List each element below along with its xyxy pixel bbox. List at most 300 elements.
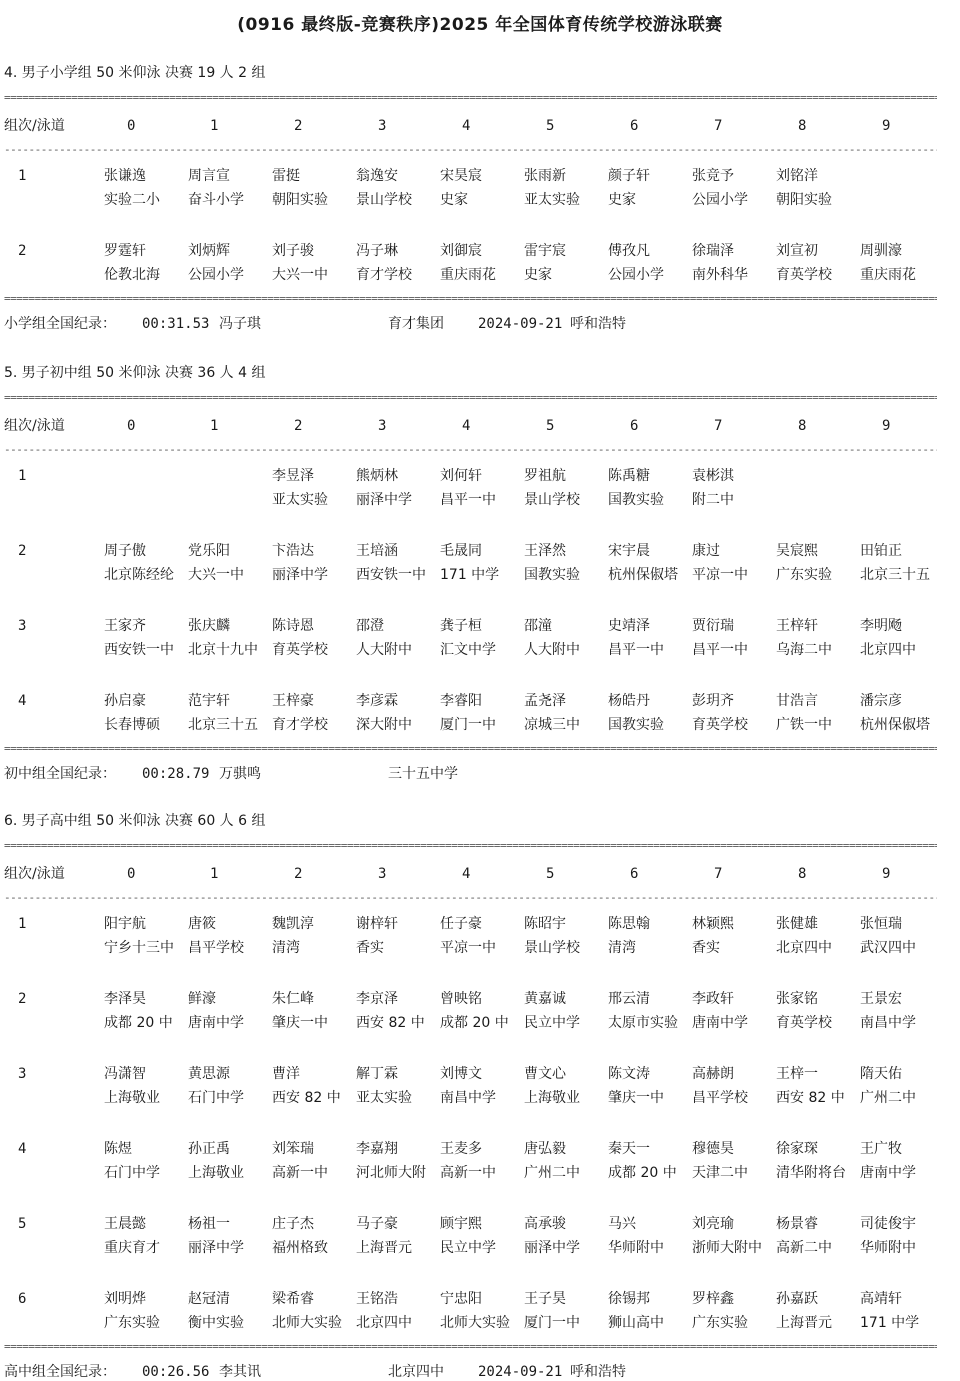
swimmer-name: 王培涵	[356, 543, 398, 559]
school-name: 北师大实验	[272, 1315, 342, 1331]
school-name: 丽泽中学	[188, 1240, 244, 1256]
swimmer-name: 张恒瑞	[860, 916, 902, 932]
swimmer-name: 陈诗恩	[272, 618, 314, 634]
lane-number: 0	[127, 418, 136, 434]
school-name: 南外科华	[692, 267, 748, 283]
record-date: 2024-09-21	[478, 316, 563, 332]
school-name: 丽泽中学	[524, 1240, 580, 1256]
record-time: 00:28.79	[142, 766, 210, 782]
school-name: 清湾	[272, 940, 300, 956]
school-name: 深大附中	[356, 717, 412, 733]
school-name: 育英学校	[692, 717, 748, 733]
school-name: 国教实验	[524, 567, 580, 583]
swimmer-name: 邵澄	[356, 618, 384, 634]
swimmer-name: 袁彬淇	[692, 468, 734, 484]
swimmer-name: 刘炳辉	[188, 243, 230, 259]
swimmer-name: 康过	[692, 543, 720, 559]
school-name: 厦门一中	[440, 717, 496, 733]
swimmer-name: 吴宸熙	[776, 543, 818, 559]
school-name: 北京三十五	[188, 717, 258, 733]
school-name: 上海晋元	[776, 1315, 832, 1331]
school-name: 昌平一中	[608, 642, 664, 658]
event-heading: 6. 男子高中组 50 米仰泳 决赛 60 人 6 组	[4, 813, 266, 829]
swimmer-name: 雷挺	[272, 168, 300, 184]
record-team: 三十五中学	[388, 766, 458, 782]
school-name: 高新一中	[440, 1165, 496, 1181]
school-name: 育英学校	[776, 267, 832, 283]
swimmer-name: 隋天佑	[860, 1066, 902, 1082]
swimmer-name: 赵冠清	[188, 1291, 230, 1307]
school-name: 公园小学	[188, 267, 244, 283]
record-team: 育才集团	[388, 316, 444, 332]
swimmer-name: 王梓豪	[272, 693, 314, 709]
school-name: 杭州保俶塔	[608, 567, 678, 583]
swimmer-name: 陈煜	[104, 1141, 132, 1157]
school-name: 广铁一中	[776, 717, 832, 733]
school-name: 石门中学	[104, 1165, 160, 1181]
swimmer-name: 邵潼	[524, 618, 552, 634]
swimmer-name: 梁希睿	[272, 1291, 314, 1307]
lane-number: 6	[630, 418, 639, 434]
lane-number: 3	[378, 418, 387, 434]
school-name: 大兴一中	[272, 267, 328, 283]
swimmer-name: 罗祖航	[524, 468, 566, 484]
lane-number: 3	[378, 866, 387, 882]
double-rule	[4, 1341, 937, 1355]
school-name: 华师附中	[860, 1240, 916, 1256]
school-name: 上海晋元	[356, 1240, 412, 1256]
school-name: 汇文中学	[440, 642, 496, 658]
record-label: 初中组全国纪录：	[4, 766, 116, 782]
school-name: 昌平一中	[440, 492, 496, 508]
swimmer-name: 陈昭宇	[524, 916, 566, 932]
school-name: 伦教北海	[104, 267, 160, 283]
swimmer-name: 孟尧泽	[524, 693, 566, 709]
school-name: 昌平一中	[692, 642, 748, 658]
school-name: 丽泽中学	[272, 567, 328, 583]
swimmer-name: 朱仁峰	[272, 991, 314, 1007]
school-name: 太原市实验	[608, 1015, 678, 1031]
heat-number: 1	[18, 468, 27, 484]
lane-number: 7	[714, 118, 723, 134]
lane-number: 2	[294, 418, 303, 434]
swimmer-name: 陈文涛	[608, 1066, 650, 1082]
swimmer-name: 冯潇智	[104, 1066, 146, 1082]
school-name: 昌平学校	[188, 940, 244, 956]
swimmer-name: 穆德昊	[692, 1141, 734, 1157]
swimmer-name: 孙嘉跃	[776, 1291, 818, 1307]
single-rule	[4, 144, 937, 156]
school-name: 成都 20 中	[608, 1165, 677, 1181]
double-rule	[4, 840, 937, 854]
swimmer-name: 邢云清	[608, 991, 650, 1007]
school-name: 广东实验	[104, 1315, 160, 1331]
school-name: 昌平学校	[692, 1090, 748, 1106]
lane-number: 7	[714, 418, 723, 434]
swimmer-name: 徐锡邦	[608, 1291, 650, 1307]
swimmer-name: 解丁霖	[356, 1066, 398, 1082]
heat-number: 4	[18, 693, 27, 709]
school-name: 育英学校	[272, 642, 328, 658]
swimmer-name: 陈思翰	[608, 916, 650, 932]
record-place: 呼和浩特	[570, 316, 626, 332]
lane-header-label: 组次/泳道	[4, 866, 65, 882]
school-name: 景山学校	[524, 492, 580, 508]
swimmer-name: 林颖熙	[692, 916, 734, 932]
swimmer-name: 杨祖一	[188, 1216, 230, 1232]
swimmer-name: 曹洋	[272, 1066, 300, 1082]
record-time: 00:31.53	[142, 316, 210, 332]
swimmer-name: 马兴	[608, 1216, 636, 1232]
swimmer-name: 彭玥齐	[692, 693, 734, 709]
lane-number: 6	[630, 866, 639, 882]
school-name: 民立中学	[440, 1240, 496, 1256]
swimmer-name: 唐弘毅	[524, 1141, 566, 1157]
swimmer-name: 李京泽	[356, 991, 398, 1007]
school-name: 香实	[692, 940, 720, 956]
school-name: 天津二中	[692, 1165, 748, 1181]
single-rule	[4, 892, 937, 904]
swimmer-name: 翁逸安	[356, 168, 398, 184]
record-holder: 万骐鸣	[219, 766, 261, 782]
heat-number: 3	[18, 1066, 27, 1082]
school-name: 平凉一中	[692, 567, 748, 583]
swimmer-name: 鲜濠	[188, 991, 216, 1007]
school-name: 平凉一中	[440, 940, 496, 956]
school-name: 高新一中	[272, 1165, 328, 1181]
school-name: 史家	[524, 267, 552, 283]
school-name: 重庆雨花	[860, 267, 916, 283]
school-name: 公园小学	[692, 192, 748, 208]
swimmer-name: 李明飏	[860, 618, 902, 634]
swimmer-name: 高靖轩	[860, 1291, 902, 1307]
school-name: 西安铁一中	[356, 567, 426, 583]
swimmer-name: 王泽然	[524, 543, 566, 559]
school-name: 上海敬业	[104, 1090, 160, 1106]
school-name: 唐南中学	[188, 1015, 244, 1031]
swimmer-name: 唐筱	[188, 916, 216, 932]
swimmer-name: 罗梓鑫	[692, 1291, 734, 1307]
school-name: 民立中学	[524, 1015, 580, 1031]
single-rule	[4, 444, 937, 456]
school-name: 广州二中	[860, 1090, 916, 1106]
event-heading: 5. 男子初中组 50 米仰泳 决赛 36 人 4 组	[4, 365, 266, 381]
lane-header-label: 组次/泳道	[4, 118, 65, 134]
lane-number: 1	[210, 418, 219, 434]
swimmer-name: 李睿阳	[440, 693, 482, 709]
school-name: 成都 20 中	[440, 1015, 509, 1031]
swimmer-name: 潘宗彦	[860, 693, 902, 709]
school-name: 史家	[440, 192, 468, 208]
school-name: 上海敬业	[524, 1090, 580, 1106]
swimmer-name: 秦天一	[608, 1141, 650, 1157]
lane-number: 2	[294, 866, 303, 882]
swimmer-name: 顾宇熙	[440, 1216, 482, 1232]
swimmer-name: 张家铭	[776, 991, 818, 1007]
swimmer-name: 周驯濠	[860, 243, 902, 259]
school-name: 育才学校	[272, 717, 328, 733]
swimmer-name: 王景宏	[860, 991, 902, 1007]
record-label: 高中组全国纪录：	[4, 1364, 116, 1380]
swimmer-name: 甘浩言	[776, 693, 818, 709]
heat-number: 3	[18, 618, 27, 634]
school-name: 衡中实验	[188, 1315, 244, 1331]
swimmer-name: 李彦霖	[356, 693, 398, 709]
record-team: 北京四中	[388, 1364, 444, 1380]
school-name: 广东实验	[692, 1315, 748, 1331]
lane-number: 0	[127, 118, 136, 134]
school-name: 石门中学	[188, 1090, 244, 1106]
heat-number: 6	[18, 1291, 27, 1307]
swimmer-name: 贾衍瑞	[692, 618, 734, 634]
school-name: 西安 82 中	[776, 1090, 845, 1106]
swimmer-name: 宋昊宸	[440, 168, 482, 184]
swimmer-name: 毛晟同	[440, 543, 482, 559]
school-name: 景山学校	[356, 192, 412, 208]
swimmer-name: 党乐阳	[188, 543, 230, 559]
heat-number: 4	[18, 1141, 27, 1157]
swimmer-name: 刘明烨	[104, 1291, 146, 1307]
lane-number: 8	[798, 866, 807, 882]
school-name: 武汉四中	[860, 940, 916, 956]
school-name: 西安铁一中	[104, 642, 174, 658]
record-holder: 冯子琪	[219, 316, 261, 332]
school-name: 华师附中	[608, 1240, 664, 1256]
lane-number: 5	[546, 418, 555, 434]
swimmer-name: 罗霆轩	[104, 243, 146, 259]
swimmer-name: 李嘉翔	[356, 1141, 398, 1157]
swimmer-name: 徐瑞泽	[692, 243, 734, 259]
swimmer-name: 王铭浩	[356, 1291, 398, 1307]
school-name: 香实	[356, 940, 384, 956]
double-rule	[4, 293, 937, 307]
lane-number: 8	[798, 118, 807, 134]
school-name: 育英学校	[776, 1015, 832, 1031]
record-place: 呼和浩特	[570, 1364, 626, 1380]
swimmer-name: 田铂正	[860, 543, 902, 559]
lane-number: 2	[294, 118, 303, 134]
heat-number: 1	[18, 168, 27, 184]
swimmer-name: 任子豪	[440, 916, 482, 932]
swimmer-name: 张健雄	[776, 916, 818, 932]
swimmer-name: 宁忠阳	[440, 1291, 482, 1307]
swimmer-name: 刘何轩	[440, 468, 482, 484]
swimmer-name: 孙启豪	[104, 693, 146, 709]
swimmer-name: 张竞予	[692, 168, 734, 184]
school-name: 北京四中	[356, 1315, 412, 1331]
school-name: 清华附将台	[776, 1165, 846, 1181]
school-name: 西安 82 中	[272, 1090, 341, 1106]
school-name: 亚太实验	[524, 192, 580, 208]
event-heading: 4. 男子小学组 50 米仰泳 决赛 19 人 2 组	[4, 65, 266, 81]
swimmer-name: 黄思源	[188, 1066, 230, 1082]
swimmer-name: 阳宇航	[104, 916, 146, 932]
record-holder: 李其讯	[219, 1364, 261, 1380]
lane-number: 8	[798, 418, 807, 434]
swimmer-name: 宋宇晨	[608, 543, 650, 559]
school-name: 重庆育才	[104, 1240, 160, 1256]
school-name: 北京陈经纶	[104, 567, 174, 583]
swimmer-name: 雷宇宸	[524, 243, 566, 259]
school-name: 肇庆一中	[272, 1015, 328, 1031]
school-name: 人大附中	[356, 642, 412, 658]
school-name: 宁乡十三中	[104, 940, 174, 956]
lane-number: 5	[546, 118, 555, 134]
swimmer-name: 高承骏	[524, 1216, 566, 1232]
swimmer-name: 高赫朗	[692, 1066, 734, 1082]
school-name: 171 中学	[860, 1315, 920, 1331]
swimmer-name: 谢梓轩	[356, 916, 398, 932]
swimmer-name: 周子傲	[104, 543, 146, 559]
school-name: 附二中	[692, 492, 734, 508]
record-time: 00:26.56	[142, 1364, 210, 1380]
double-rule	[4, 743, 937, 757]
swimmer-name: 刘亮瑜	[692, 1216, 734, 1232]
school-name: 广东实验	[776, 567, 832, 583]
swimmer-name: 王家齐	[104, 618, 146, 634]
lane-number: 1	[210, 118, 219, 134]
school-name: 育才学校	[356, 267, 412, 283]
swimmer-name: 陈禹糖	[608, 468, 650, 484]
swimmer-name: 杨景睿	[776, 1216, 818, 1232]
lane-number: 0	[127, 866, 136, 882]
swimmer-name: 曾映铭	[440, 991, 482, 1007]
swimmer-name: 周言宣	[188, 168, 230, 184]
lane-number: 9	[882, 118, 891, 134]
school-name: 171 中学	[440, 567, 500, 583]
swimmer-name: 颜子轩	[608, 168, 650, 184]
swimmer-name: 徐家琛	[776, 1141, 818, 1157]
swimmer-name: 刘笨瑞	[272, 1141, 314, 1157]
lane-number: 4	[462, 118, 471, 134]
lane-number: 7	[714, 866, 723, 882]
heat-number: 2	[18, 243, 27, 259]
school-name: 成都 20 中	[104, 1015, 173, 1031]
school-name: 唐南中学	[860, 1165, 916, 1181]
school-name: 杭州保俶塔	[860, 717, 930, 733]
school-name: 北京十九中	[188, 642, 258, 658]
school-name: 上海敬业	[188, 1165, 244, 1181]
school-name: 重庆雨花	[440, 267, 496, 283]
school-name: 北京四中	[776, 940, 832, 956]
swimmer-name: 熊炳林	[356, 468, 398, 484]
lane-header-label: 组次/泳道	[4, 418, 65, 434]
document-title: (0916 最终版-竞赛秩序)2025 年全国体育传统学校游泳联赛	[237, 15, 723, 35]
swimmer-name: 庄子杰	[272, 1216, 314, 1232]
school-name: 朝阳实验	[776, 192, 832, 208]
school-name: 奋斗小学	[188, 192, 244, 208]
swimmer-name: 张雨新	[524, 168, 566, 184]
record-label: 小学组全国纪录：	[4, 316, 116, 332]
school-name: 丽泽中学	[356, 492, 412, 508]
swimmer-name: 张庆麟	[188, 618, 230, 634]
heat-number: 5	[18, 1216, 27, 1232]
double-rule	[4, 92, 937, 106]
swimmer-name: 史靖泽	[608, 618, 650, 634]
school-name: 福州格致	[272, 1240, 328, 1256]
school-name: 北京三十五	[860, 567, 930, 583]
school-name: 狮山高中	[608, 1315, 664, 1331]
lane-number: 3	[378, 118, 387, 134]
lane-number: 6	[630, 118, 639, 134]
school-name: 厦门一中	[524, 1315, 580, 1331]
swimmer-name: 孙正禹	[188, 1141, 230, 1157]
swimmer-name: 冯子琳	[356, 243, 398, 259]
swimmer-name: 刘宣初	[776, 243, 818, 259]
swimmer-name: 李昱泽	[272, 468, 314, 484]
school-name: 凉城三中	[524, 717, 580, 733]
swimmer-name: 刘子骏	[272, 243, 314, 259]
school-name: 西安 82 中	[356, 1015, 425, 1031]
school-name: 河北师大附	[356, 1165, 426, 1181]
swimmer-name: 王晨懿	[104, 1216, 146, 1232]
double-rule	[4, 392, 937, 406]
school-name: 亚太实验	[356, 1090, 412, 1106]
school-name: 北师大实验	[440, 1315, 510, 1331]
record-date: 2024-09-21	[478, 1364, 563, 1380]
swimmer-name: 曹文心	[524, 1066, 566, 1082]
school-name: 朝阳实验	[272, 192, 328, 208]
lane-number: 9	[882, 418, 891, 434]
heat-number: 2	[18, 991, 27, 1007]
school-name: 清湾	[608, 940, 636, 956]
swimmer-name: 司徒俊宇	[860, 1216, 916, 1232]
lane-number: 4	[462, 866, 471, 882]
swimmer-name: 马子豪	[356, 1216, 398, 1232]
swimmer-name: 范宇轩	[188, 693, 230, 709]
school-name: 肇庆一中	[608, 1090, 664, 1106]
swimmer-name: 张谦逸	[104, 168, 146, 184]
school-name: 实验二小	[104, 192, 160, 208]
school-name: 南昌中学	[440, 1090, 496, 1106]
heat-number: 2	[18, 543, 27, 559]
lane-number: 4	[462, 418, 471, 434]
swimmer-name: 卞浩达	[272, 543, 314, 559]
swimmer-name: 王梓轩	[776, 618, 818, 634]
lane-number: 5	[546, 866, 555, 882]
school-name: 长春博硕	[104, 717, 160, 733]
swimmer-name: 黄嘉诚	[524, 991, 566, 1007]
school-name: 唐南中学	[692, 1015, 748, 1031]
swimmer-name: 李泽昊	[104, 991, 146, 1007]
school-name: 人大附中	[524, 642, 580, 658]
school-name: 高新二中	[776, 1240, 832, 1256]
swimmer-name: 李政轩	[692, 991, 734, 1007]
school-name: 景山学校	[524, 940, 580, 956]
swimmer-name: 刘铭洋	[776, 168, 818, 184]
swimmer-name: 王子昊	[524, 1291, 566, 1307]
school-name: 浙师大附中	[692, 1240, 762, 1256]
swimmer-name: 王广牧	[860, 1141, 902, 1157]
school-name: 公园小学	[608, 267, 664, 283]
school-name: 北京四中	[860, 642, 916, 658]
swimmer-name: 魏凯淳	[272, 916, 314, 932]
school-name: 亚太实验	[272, 492, 328, 508]
school-name: 乌海二中	[776, 642, 832, 658]
swimmer-name: 傅孜凡	[608, 243, 650, 259]
swimmer-name: 王麦多	[440, 1141, 482, 1157]
swimmer-name: 龚子桓	[440, 618, 482, 634]
swimmer-name: 王梓一	[776, 1066, 818, 1082]
school-name: 史家	[608, 192, 636, 208]
school-name: 大兴一中	[188, 567, 244, 583]
school-name: 南昌中学	[860, 1015, 916, 1031]
school-name: 国教实验	[608, 717, 664, 733]
lane-number: 1	[210, 866, 219, 882]
school-name: 国教实验	[608, 492, 664, 508]
heat-number: 1	[18, 916, 27, 932]
swimmer-name: 刘博文	[440, 1066, 482, 1082]
